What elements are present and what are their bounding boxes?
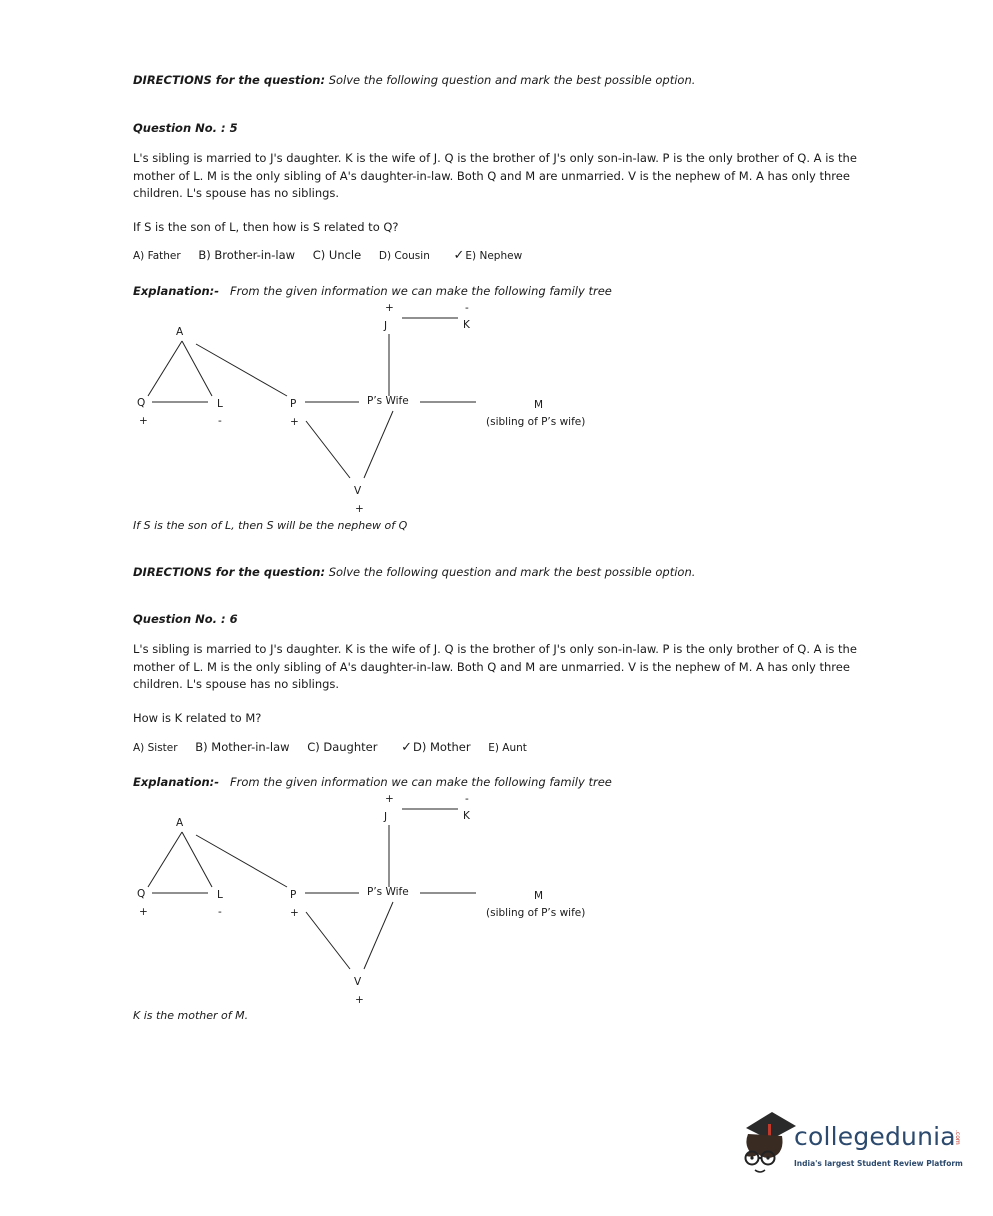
conclusion-q5: If S is the son of L, then S will be the nephew of Q (133, 519, 408, 532)
option-e[interactable]: E) Aunt (488, 742, 527, 754)
mascot-icon (738, 1108, 798, 1180)
node-v: V (354, 485, 362, 497)
node-p-wife: P’s Wife (367, 395, 409, 407)
option-d[interactable]: D) Cousin (378, 250, 430, 262)
option-d-label: D) Mother (413, 740, 471, 754)
option-c[interactable]: C) Daughter (307, 740, 378, 754)
v-sign: + (355, 503, 364, 515)
node-l: L (217, 398, 223, 410)
node-v: V (354, 976, 362, 988)
node-k: K (463, 319, 470, 331)
option-d-correct[interactable] (401, 740, 470, 755)
a-l-line (182, 341, 212, 396)
family-tree-q6 (0, 791, 993, 1006)
explanation-text: From the given information we can make the following family tree (230, 775, 612, 789)
passage-q5 (133, 150, 873, 203)
node-m: M (534, 890, 544, 902)
question-text-q5: If S is the son of L, then how is S related to Q? (133, 220, 399, 234)
k-sign: - (465, 793, 469, 805)
node-p-wife: P’s Wife (367, 886, 409, 898)
a-p-line (196, 344, 287, 396)
options-q6 (133, 740, 541, 755)
option-a[interactable]: A) Sister (133, 742, 178, 754)
directions-text: Solve the following question and mark the best possible option. (328, 73, 696, 87)
option-e-label: E) Nephew (465, 250, 523, 262)
p-v-line (306, 421, 350, 478)
directions-q6 (133, 565, 695, 579)
a-q-line (148, 832, 182, 887)
option-a[interactable]: A) Father (133, 250, 181, 262)
l-sign: - (218, 906, 222, 918)
j-sign: + (385, 793, 394, 805)
logo-dotcom: .com (954, 1130, 961, 1145)
options-q5 (133, 248, 536, 263)
node-p: P (290, 889, 297, 901)
l-sign: - (218, 415, 222, 427)
directions-label: DIRECTIONS for the question: (133, 565, 326, 579)
p-v-line (306, 912, 350, 969)
node-a: A (176, 326, 184, 338)
node-k: K (463, 810, 470, 822)
conclusion-q6: K is the mother of M. (133, 1009, 249, 1022)
a-q-line (148, 341, 182, 396)
node-a: A (176, 817, 184, 829)
passage-line: mother of L. M is the only sibling of A's daughter-in-law. Both Q and M are unmarried. V is the nephew of M. A has only three (133, 659, 850, 674)
collegedunia-logo[interactable] (738, 1108, 968, 1183)
passage-q6 (133, 641, 873, 694)
passage-line: L's sibling is married to J's daughter. K is the wife of J. Q is the brother of J's only son-in-law. P is the only brother of Q. A is the (133, 151, 857, 165)
q-sign: + (139, 415, 148, 427)
question-text-q6: How is K related to M? (133, 711, 262, 725)
passage-line: children. L's spouse has no siblings. (133, 677, 340, 691)
a-l-line (182, 832, 212, 887)
option-b[interactable]: B) Brother-in-law (198, 248, 296, 262)
explanation-q6 (133, 775, 612, 789)
wife-v-line (364, 902, 393, 969)
passage-line: mother of L. M is the only sibling of A's daughter-in-law. Both Q and M are unmarried. V is the nephew of M. A has only three (133, 168, 850, 183)
explanation-text: From the given information we can make the following family tree (230, 284, 612, 298)
m-note: (sibling of P’s wife) (486, 416, 586, 428)
node-q: Q (137, 888, 146, 900)
explanation-label: Explanation:- (133, 775, 220, 789)
node-j: J (384, 320, 388, 332)
option-c[interactable]: C) Uncle (312, 248, 362, 262)
q-sign: + (139, 906, 148, 918)
option-e-correct[interactable] (454, 248, 523, 263)
question-number-q6: Question No. : 6 (133, 612, 238, 626)
check-mark-icon: ✓ (401, 740, 413, 755)
passage-line: L's sibling is married to J's daughter. K is the wife of J. Q is the brother of J's only son-in-law. P is the only brother of Q. A is the (133, 642, 857, 656)
j-sign: + (385, 302, 394, 314)
node-q: Q (137, 397, 146, 409)
explanation-q5 (133, 284, 612, 298)
node-l: L (217, 889, 223, 901)
logo-name: collegedunia (794, 1122, 956, 1151)
check-mark-icon: ✓ (453, 248, 465, 263)
option-b[interactable]: B) Mother-in-law (195, 740, 290, 754)
directions-text: Solve the following question and mark the best possible option. (328, 565, 696, 579)
explanation-label: Explanation:- (133, 284, 220, 298)
question-number-q5: Question No. : 5 (133, 121, 238, 135)
node-j: J (384, 811, 388, 823)
a-p-line (196, 835, 287, 887)
m-note: (sibling of P’s wife) (486, 907, 586, 919)
p-sign: + (290, 907, 299, 919)
node-m: M (534, 399, 544, 411)
k-sign: - (465, 302, 469, 314)
passage-line: children. L's spouse has no siblings. (133, 186, 340, 200)
directions-label: DIRECTIONS for the question: (133, 73, 326, 87)
logo-tagline: India's largest Student Review Platform (794, 1159, 963, 1168)
wife-v-line (364, 411, 393, 478)
node-p: P (290, 398, 297, 410)
p-sign: + (290, 416, 299, 428)
v-sign: + (355, 994, 364, 1006)
directions-q5 (133, 73, 695, 87)
family-tree-q5 (0, 300, 993, 515)
